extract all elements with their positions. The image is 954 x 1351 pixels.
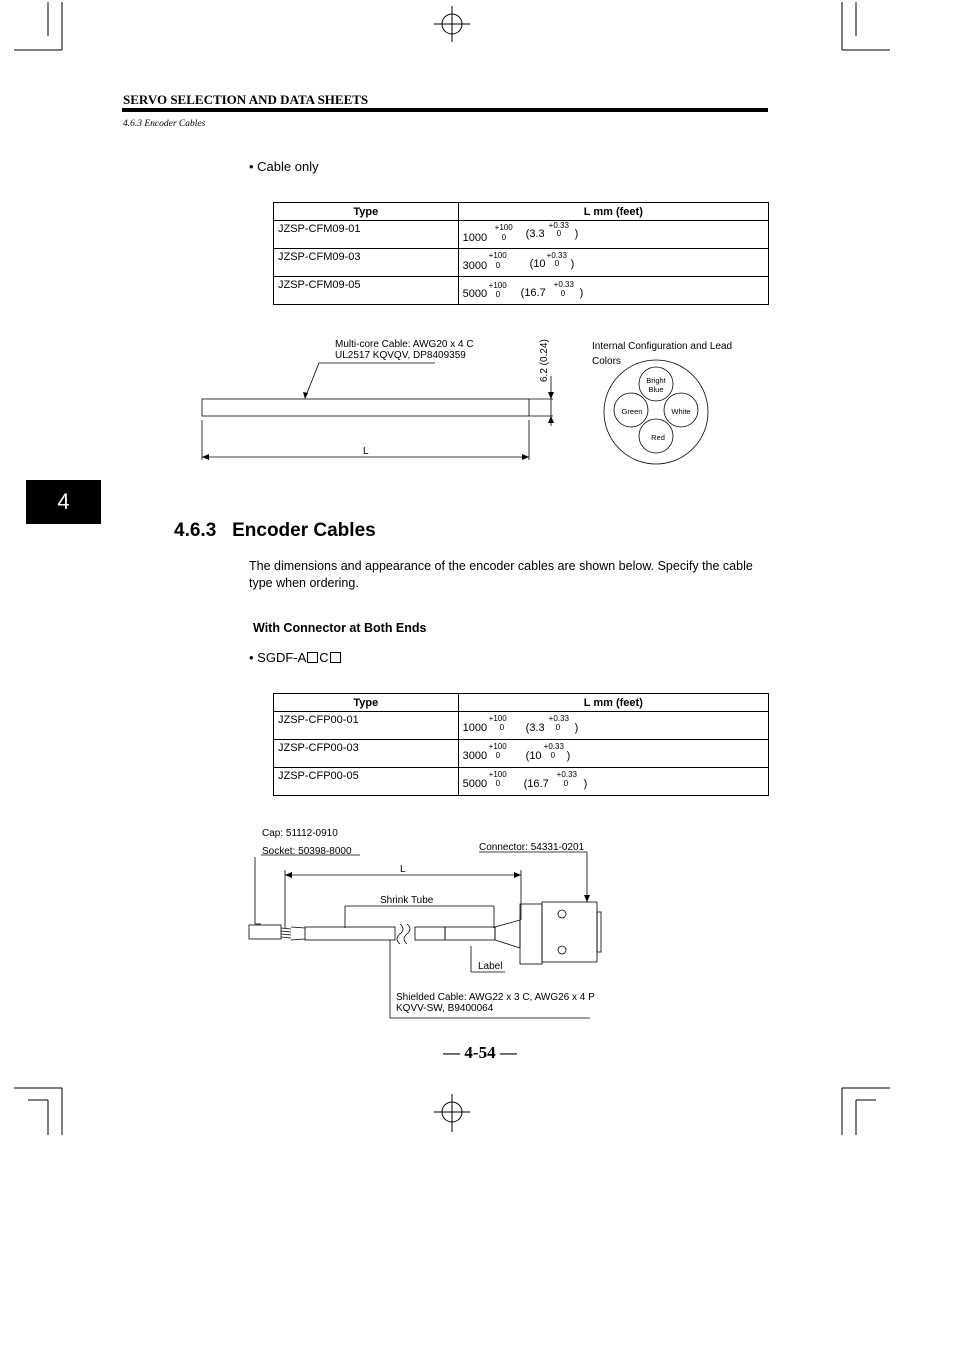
mm-lower-tol: 0	[495, 290, 501, 299]
screw-icon	[558, 946, 566, 954]
screw-icon	[558, 910, 566, 918]
table-row	[274, 740, 769, 768]
socket-label: Socket: 50398-8000	[262, 846, 352, 857]
cable-diagram	[195, 332, 755, 472]
table-row	[274, 221, 769, 249]
both-ends-table	[273, 693, 769, 796]
close-paren: )	[574, 722, 579, 734]
ft-lower-tol: 0	[554, 259, 560, 268]
cell-type: JZSP-CFM09-03	[274, 249, 459, 277]
model-bullet	[249, 650, 342, 665]
wire-label-white: White	[671, 407, 691, 416]
close-paren: )	[570, 258, 575, 270]
placeholder-box	[330, 652, 341, 663]
mm-upper-tol: +100	[488, 714, 507, 723]
close-paren: )	[574, 228, 579, 240]
mm-upper-tol: +100	[488, 251, 507, 260]
mm-value: 5000	[462, 778, 488, 790]
cell-length	[458, 712, 768, 740]
cell-length	[458, 249, 768, 277]
arrowhead	[548, 416, 554, 423]
arrowhead	[202, 454, 209, 460]
cable-label-1: Multi-core Cable: AWG20 x 4 C	[335, 339, 474, 350]
diameter-dimension: 6.2 (0.24)	[539, 339, 550, 382]
cell-length	[458, 740, 768, 768]
close-paren: )	[566, 750, 571, 762]
mm-value: 1000	[462, 722, 488, 734]
section-body: The dimensions and appearance of the encoder cables are shown below. Specify the cable type when ordering.	[249, 559, 753, 590]
wire-label-bright: Bright	[646, 376, 666, 385]
cell-type: JZSP-CFM09-01	[274, 221, 459, 249]
mm-lower-tol: 0	[495, 261, 501, 270]
encoder-cable-diagram	[245, 822, 625, 1027]
table-header-row	[274, 203, 769, 221]
close-paren: )	[579, 287, 584, 299]
mm-value: 1000	[462, 232, 488, 244]
header-title: SERVO SELECTION AND DATA SHEETS	[123, 92, 369, 107]
cable-body	[202, 399, 529, 416]
shielded-cable-label-2: KQVV-SW, B9400064	[396, 1003, 494, 1014]
mm-lower-tol: 0	[495, 751, 501, 760]
cell-type: JZSP-CFP00-03	[274, 740, 459, 768]
model-prefix: • SGDF-A	[249, 650, 307, 665]
cable-label-2: UL2517 KQVQV, DP8409359	[335, 350, 466, 361]
cell-type: JZSP-CFM09-05	[274, 277, 459, 305]
ft-value: (10	[529, 258, 546, 270]
ft-upper-tol: +0.33	[546, 251, 567, 260]
close-paren: )	[583, 778, 588, 790]
arrowhead	[584, 895, 590, 902]
column-header-length: L mm (feet)	[458, 203, 768, 221]
config-title-2: Colors	[592, 356, 621, 367]
ft-lower-tol: 0	[555, 723, 561, 732]
page-number: — 4-54 —	[443, 1043, 517, 1062]
mm-upper-tol: +100	[488, 742, 507, 751]
ft-upper-tol: +0.33	[553, 280, 574, 289]
arrowhead	[303, 392, 308, 399]
connector-label: Connector: 54331-0201	[479, 842, 585, 853]
chapter-tab: 4	[26, 480, 101, 524]
model-mid: C	[319, 650, 329, 665]
length-dimension: L	[400, 864, 406, 875]
subheading: With Connector at Both Ends	[253, 621, 427, 635]
cell-type: JZSP-CFP00-05	[274, 768, 459, 796]
ft-value: (16.7	[523, 778, 549, 790]
length-dimension: L	[363, 446, 369, 457]
cell-length	[458, 277, 768, 305]
mm-upper-tol: +100	[488, 281, 507, 290]
section-heading: 4.6.3 Encoder Cables	[174, 520, 376, 541]
mm-upper-tol: +100	[488, 770, 507, 779]
mm-value: 5000	[462, 288, 488, 300]
table-row	[274, 768, 769, 796]
mm-lower-tol: 0	[499, 723, 505, 732]
table-row	[274, 712, 769, 740]
cell-length	[458, 768, 768, 796]
ft-upper-tol: +0.33	[548, 714, 569, 723]
shielded-cable-label-1: Shielded Cable: AWG22 x 3 C, AWG26 x 4 P	[396, 992, 595, 1003]
placeholder-box	[307, 652, 318, 663]
wire-label-blue: Blue	[648, 385, 664, 394]
table-row	[274, 277, 769, 305]
cap-label: Cap: 51112-0910	[262, 828, 338, 839]
mm-upper-tol: +100	[494, 223, 513, 232]
table-row	[274, 249, 769, 277]
ft-lower-tol: 0	[556, 229, 562, 238]
shrink-tube-label: Shrink Tube	[380, 895, 434, 906]
ft-value: (3.3	[525, 722, 545, 734]
ft-value: (3.3	[525, 228, 545, 240]
wire-label-green: Green	[621, 407, 643, 416]
config-title-1: Internal Configuration and Lead	[592, 341, 733, 352]
arrowhead	[285, 872, 292, 878]
cable-only-table	[273, 202, 769, 305]
mm-value: 3000	[462, 260, 488, 272]
table-header-row	[274, 694, 769, 712]
column-header-length: L mm (feet)	[458, 694, 768, 712]
mm-lower-tol: 0	[501, 233, 507, 242]
ft-upper-tol: +0.33	[548, 221, 569, 230]
cell-type: JZSP-CFP00-01	[274, 712, 459, 740]
header-subsection: 4.6.3 Encoder Cables	[123, 119, 206, 129]
arrowhead	[522, 454, 529, 460]
ft-value: (16.7	[520, 287, 546, 299]
ft-lower-tol: 0	[550, 751, 556, 760]
column-header-type: Type	[274, 203, 459, 221]
ft-upper-tol: +0.33	[543, 742, 564, 751]
arrowhead	[548, 392, 554, 399]
connector-body	[520, 904, 542, 964]
column-header-type: Type	[274, 694, 459, 712]
ft-upper-tol: +0.33	[556, 770, 577, 779]
cable-only-bullet: • Cable only	[249, 159, 319, 174]
header-rule	[122, 108, 768, 112]
ft-lower-tol: 0	[560, 289, 566, 298]
wire-label-red: Red	[651, 433, 665, 442]
label-label: Label	[478, 961, 503, 972]
ft-lower-tol: 0	[563, 779, 569, 788]
cell-length	[458, 221, 768, 249]
arrowhead	[514, 872, 521, 878]
mm-lower-tol: 0	[495, 779, 501, 788]
connector-hood	[495, 920, 520, 948]
ft-value: (10	[525, 750, 542, 762]
cap-connector	[249, 925, 281, 939]
mm-value: 3000	[462, 750, 488, 762]
